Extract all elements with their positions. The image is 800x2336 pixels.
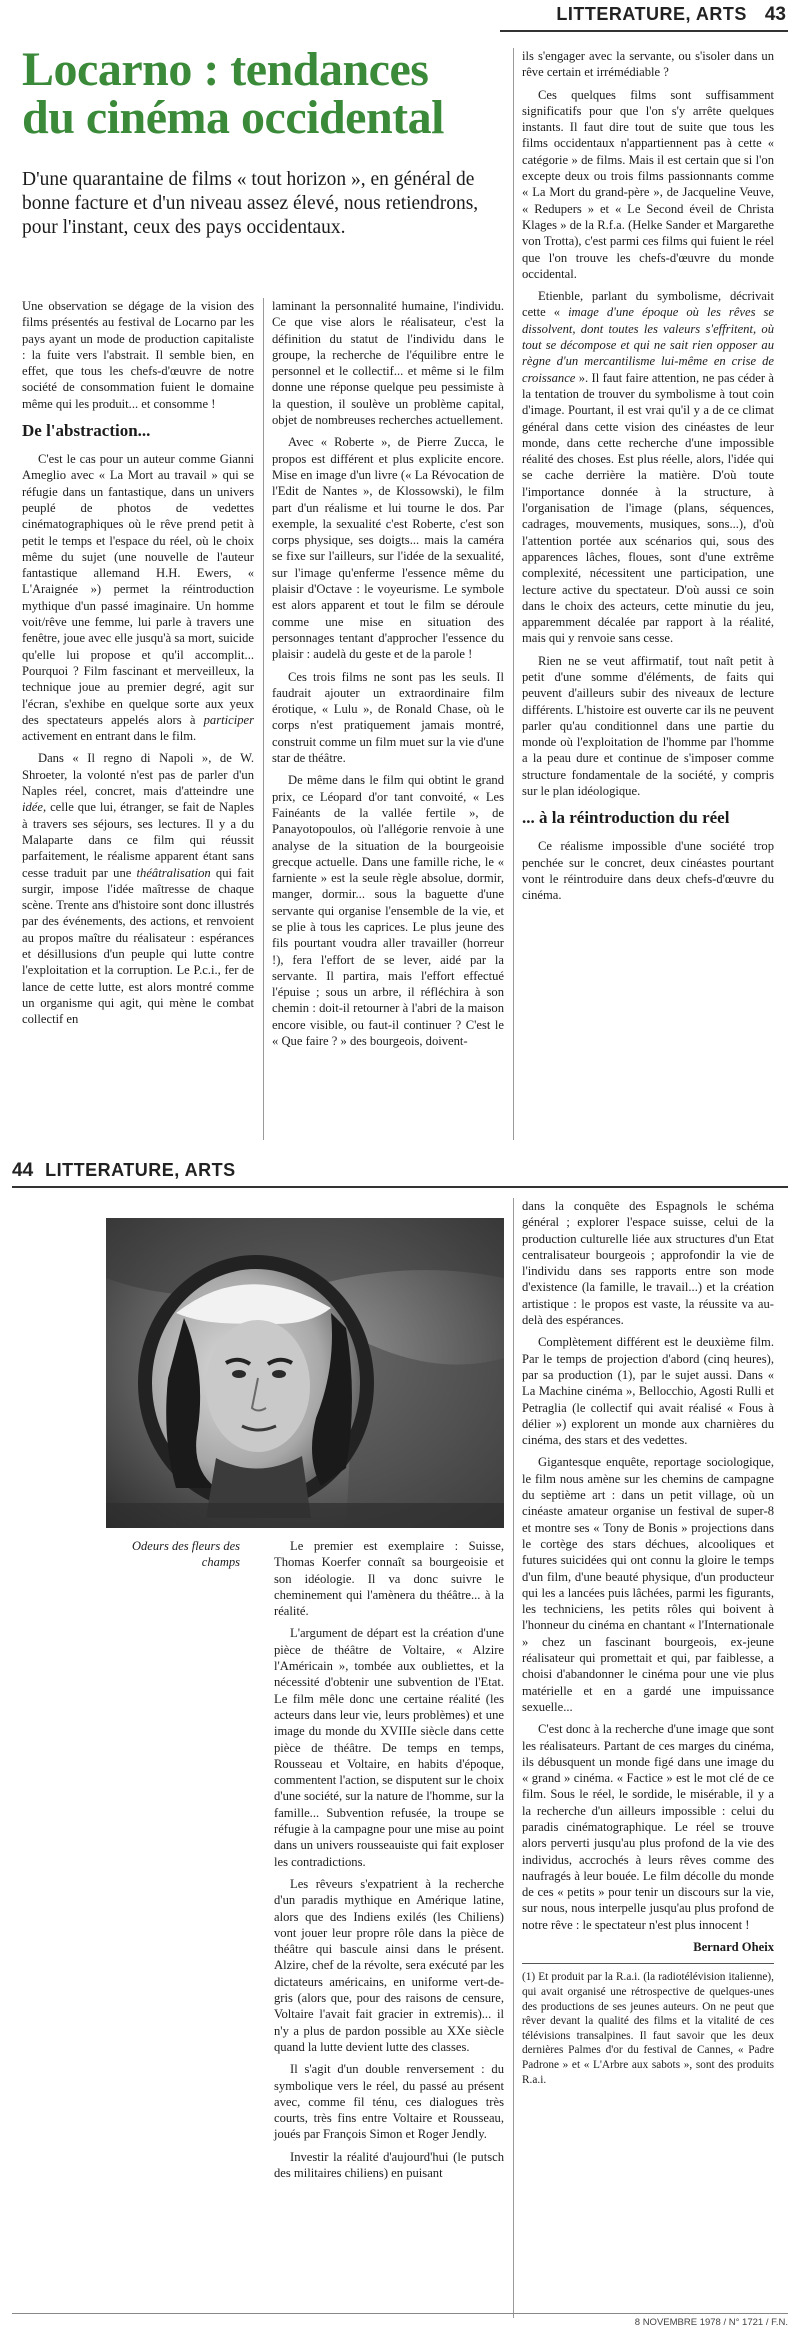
article-title: Locarno : tendances du cinéma occidental — [22, 43, 444, 144]
footnote: (1) Et produit par la R.a.i. (la radiotélévision italienne), qui avait organisé une rétrospective de quelques-unes des productions de ses jeunes auteurs. On ne peut que rêver devant la qualité des films et la vitalité de ces télévisions transalpines. Il faut savoir que les deux dernières Palmes d'or du festival de Cannes, « Padre Padrone » et « L'Arbre aux sabots », sont des produits R.a.i. — [522, 1971, 774, 2086]
paragraph — [22, 750, 254, 1027]
column-3 — [522, 48, 774, 1138]
column-2 — [522, 1198, 774, 2328]
column-2 — [272, 298, 504, 1148]
paragraph: Il s'agit d'un double renversement : du symbolique vers le réel, du passé au présent avec, comme fil ténu, ces dialogues très courts, très fins entre Voltaire et Rousseau, joués par François Simon et Roger Jendly. — [274, 2062, 504, 2142]
page-44 — [0, 1152, 800, 2336]
folio-rule — [12, 2313, 788, 2314]
photo-caption: Odeurs des fleurs des champs — [132, 1539, 240, 1569]
section-title: LITTERATURE, ARTS — [556, 4, 747, 24]
footnote-rule — [522, 1963, 774, 1964]
text-run: activement en entrant dans le film. — [22, 729, 197, 744]
paragraph: De même dans le film qui obtint le grand prix, ce Léopard d'or tant convoité, « Les Fainéants de la vallée fertile », de Panayotopoulos, où l'allégorie renvoie à une analyse de la situation de la bourgeoisie grecque actuelle. Dans une famille riche, le « farniente » est la seule règle absolue, dormir, manger, dormir... sous la baguette d'une servante qui organise l'ensemble de la vie, et se plie à tous les caprices. Le plus jeune des fils pourtant voudra aller travailler (horreur !), fera l'effort de se lever, aidé par la servante. Il partira, mais l'effort effectué l'épuise ; sous un arbre, il réfléchira à son chemin : doit-il retourner à l'abri de la maison encore visible, ou faut-il continuer ? C'est le « Que faire ? » des bourgeois, doivent- — [272, 773, 504, 1049]
paragraph: dans la conquête des Espagnols le schéma général ; explorer l'espace suisse, celui de la production culturelle liée aux structures d'un Etat centralisateur bourgeois ; approfondir la vie de l'individu dans ses rapports entre son mode d'existence (la famille, le travail...) et la création artistique : le propos est vaste, la réussite va au-delà des espérances. — [522, 1199, 774, 1328]
film-still-image — [106, 1218, 504, 1528]
paragraph: ils s'engager avec la servante, ou s'isoler dans un rêve certain et irrémédiable ? — [522, 49, 774, 80]
emphasis: théâtralisation — [136, 865, 211, 880]
text-run: ». Il faut faire attention, ne pas céder à la tentation de trouver du symbolisme à tout coin d'image. Pourtant, il est vrai qu'il y a de ce climat général dans cette vision des cinéastes de leur monde, dans cette recherche d'une impossible réalité des choses. Est plus réelle, alors, l'idée qui se cache derrière la matière. D'où toute l'importance donnée à la structure, à l'organisation de l'image (plans, séquences, cadrages, mouvements, musiques, sons...), d'où l'attention portée aux scénarios qui, sous des apparences lâches, floues, sont d'une extrême complexité, nécessitent une participation, une lecture active du spectateur. D'où aussi ce soin dans le choix des acteurs, cette minutie du jeu, apparemment décalée par rapport à la réalité, mais qui y renvoie sans cesse. — [522, 370, 774, 646]
page-43 — [0, 0, 800, 1152]
column-divider — [513, 48, 514, 1140]
film-still-photo — [106, 1218, 504, 1528]
column-divider — [263, 298, 264, 1140]
section-heading: De l'abstraction... — [22, 421, 151, 441]
paragraph: Complètement différent est le deuxième film. Par le temps de projection d'abord (cinq heures), par sa production (1), par le sujet aussi. Dans « La Machine cinéma », Bellocchio, Agosti Rulli et Petraglia (le collectif qui avait réalisé « Fous à délier ») explorent un monde aux charnières du cinéma, des stars et des vedettes. — [522, 1335, 774, 1448]
paragraph: Ces trois films ne sont pas les seuls. Il faudrait ajouter un extraordinaire film érotique, « Lulu », de Ronald Chase, où le corps n'est pratiquement jamais montré, construit comme un film muet sur la vie d'une star de théâtre. — [272, 669, 504, 766]
paragraph: Avec « Roberte », de Pierre Zucca, le propos est différent et plus explicite encore. Mise en image d'un livre (« La Révocation de l'Edit de Nantes », de Klossowski), le film part d'un réalisme et lui tourne le dos. Par exemple, la sexualité c'est Roberte, c'est son corps physique, ses doigts... mais la caméra se fixe sur l'ailleurs, sur l'idée de la sexualité, sur l'image qu'enferme l'essence même du plaisir d'Octave : le voyeurisme. Le symbole est alors apparent et tout le film se déroule comme une mise en situation des personnages tentant d'approcher l'essence du plaisir : audelà du geste et de la parole ! — [272, 435, 504, 662]
paragraph: Le premier est exemplaire : Suisse, Thomas Koerfer connaît sa bourgeoisie et son idéologie. Il va donc suivre le cheminement qui l'amènera du théâtre... à la réalité. — [274, 1539, 504, 1619]
article-lead: D'une quarantaine de films « tout horizon », en général de bonne facture et d'un niveau assez élevé, nous retiendrons, pour l'instant, ceux des pays occidentaux. — [22, 169, 479, 238]
page-header — [12, 1160, 236, 1182]
paragraph — [522, 288, 774, 647]
column-1 — [274, 1538, 504, 2328]
author-signature: Bernard Oheix — [693, 1940, 774, 1955]
header-rule — [12, 1186, 788, 1188]
text-run: , celle que lui, étranger, se fait de Naples à travers ses séjours, ses lectures. Il y a du Malaparte dans ce film qui réussit parfaitement, le réalisme apparent étant sans cesse traduit par une — [22, 800, 254, 880]
paragraph: Investir la réalité d'aujourd'hui (le putsch des militaires chiliens) en puisant — [274, 2149, 504, 2180]
text-run: Etienble, parlant du symbolisme, décrivait cette « — [522, 289, 774, 320]
intro-paragraph: Une observation se dégage de la vision des films présentés au festival de Locarno par les pays ayant un mode de production capitaliste : la fuite vers l'abstrait. Il semble bien, en effet, que tous les chefs-d'œuvre de notre société de consommation fuient le domaine même qui les produit... et consomme ! — [22, 299, 254, 411]
page-number: 43 — [764, 4, 786, 25]
text-run: Dans « Il regno di Napoli », de W. Shroeter, la volonté n'est pas de parler d'un Naples réel, concret, mais d'atteindre une — [22, 751, 254, 799]
paragraph: L'argument de départ est la création d'une pièce de théâtre de Voltaire, « Alzire l'Américain », tombée aux oubliettes, et la nécessité d'obtenir une subvention de l'Etat. Le film mêle donc une certaine réalité (les acteurs dans leur vie, leurs problèmes) et une image du monde du XVIIIe siècle dans cette pièce de théâtre. De temps en temps, Rousseau et Voltaire, en habits d'époque, commentent l'action, se disputent sur le choix d'une société, sur la nature de l'homme, sur la famille... Subvention refusée, la troupe se réfugie à la campagne pour une mise au point dans un univers rousseauiste qui fait exploser les contradictions. — [274, 1626, 504, 1869]
column-divider — [513, 1198, 514, 2318]
emphasis: participer — [203, 712, 254, 727]
article-title-block — [22, 43, 484, 240]
quotation: image d'une époque où les rêves se dissolvent, dont toutes les valeurs s'effritent, où tout se décompose et qui ne sait rien opposer au règne d'un mercantilisme lui-même en crise de croissance — [522, 305, 774, 385]
emphasis: idée — [22, 800, 43, 815]
paragraph: Ces quelques films sont suffisamment significatifs pour que l'on s'y arrête quelques instants. Il faut dire tout de suite que tous les films occidentaux n'appartiennent pas à cette « catégorie » de films. Mais il est certain que si l'on excepte deux ou trois films passionnants comme « La Mort du grand-père », de Jacqueline Veuve, « Redupers » et « Le Second éveil de Christa Klages » de la R.f.a. (Helke Sander et Margarethe von Trotta), c'est parmi ces films qui fuient le réel que l'on trouve les chefs-d'œuvre du monde occidental. — [522, 87, 774, 281]
section-heading: ... à la réintroduction du réel — [522, 808, 730, 828]
paragraph: Gigantesque enquête, reportage sociologique, le film nous amène sur les chemins de campagne du septième art : dans un petit village, où un cinéaste amateur organise un festival de super-8 et montre ses « Tony de Bonis » projections dans le cortège des stars déchues, alcooliques et futures suicidées qui ont connu la gloire le temps d'un film, d'une beauté physique, d'un producteur qui les a lancées puis lâchées, parmi les figurants, les techniciens, les petits rôles qui boivent à l'honneur du cinéma en chantant « l'Internationale » chez un fascinant bourgeois, ex-jeune réalisateur qui promettait et qui, par faiblesse, a choisi d'abandonner le cinéma pour une vie plus matérielle et en a gardé une impuissance sexuelle... — [522, 1455, 774, 1714]
header-rule — [500, 30, 788, 32]
paragraph: Rien ne se veut affirmatif, tout naît petit à petit d'une somme d'éléments, de faits qui peuvent d'ailleurs subir des niveaux de lecture différents. L'histoire est ouverte car ils ne peuvent parler qu'au conditionnel dans une partie du monde où l'exploitation de l'homme par l'homme a la peau dure et continue de s'imposer comme structure fondamentale de la société, y compris sur le plan idéologique. — [522, 653, 774, 799]
page-header — [556, 4, 786, 26]
paragraph — [22, 451, 254, 744]
paragraph: laminant la personnalité humaine, l'individu. Ce que vise alors le réalisateur, c'est la définition du statut de l'individu dans le groupe, la recherche de l'équilibre entre le personnel et le collectif... et même si le film donne une réponse quelque peu pessimiste à la question, il soulève un problème capital, objet de nombreuses recherches actuellement. — [272, 299, 504, 428]
text-run: C'est le cas pour un auteur comme Gianni Ameglio avec « La Mort au travail » qui se réfugie dans un fantastique, dans un univers peuplé de photos de vedettes cinématographiques où le rêve prend petit à petit le temps et l'espace du réel, où le choix même du sujet (une nouvelle de l'auteur fantastique allemand H.H. Ewers, « L'Araignée ») permet la réintroduction mythique d'un passé imaginaire. Un homme voit/rêve une femme, lui parle à travers une fenêtre, joue avec elle jusqu'à sa mort, suicide qu'elle lui propose et qu'il accomplit... Pourquoi ? Film fascinant et merveilleux, la technique joue au premier degré, agit sur l'écran, s'exhibe en quelque sorte aux yeux des spectateurs appelés alors à — [22, 452, 254, 727]
text-run: qui fait surgir, impose l'idée maîtresse de chaque scène. Trente ans d'histoire sont donc illustrés par des événements, des actions, et renvoient au propos maître du réalisateur : espérances et désillusions d'un peuple qui lutte contre l'exploitation et la corruption. Le P.c.i., fer de lance de cette lutte, est alors montré comme un organisme qui agit, qui mène le combat collectif en — [22, 865, 255, 1027]
column-1 — [22, 298, 254, 1148]
paragraph: Les rêveurs s'expatrient à la recherche d'un paradis mythique en Amérique latine, alors que des Indiens exilés (les Chiliens) vont jouer leur propre rôle dans la pièce de théâtre qui bascule ainsi dans le présent. Alzire, chef de la révolte, sera exécuté par les dictateurs américains, en uniforme vert-de-gris (alors que, pour des raisons de censure, Voltaire l'avait fait gracier in extremis)... il n'y a plus de pardon possible au XXe siècle quand la lutte devient lutte des classes. — [274, 1876, 504, 2054]
page-number: 44 — [12, 1160, 34, 1181]
section-title: LITTERATURE, ARTS — [45, 1160, 236, 1180]
issue-folio: 8 NOVEMBRE 1978 / N° 1721 / F.N. — [634, 2317, 788, 2328]
paragraph: C'est donc à la recherche d'une image que sont les réalisateurs. Partant de ces marges du cinéma, ils débusquent un monde figé dans une image du « grand » cinéma. « Factice » est le mot clé de ce film. Sous le réel, le sordide, le misérable, il y a la recherche d'un ailleurs impossible : celui du paradis cinématographique. Le réel se trouve alors perverti jusqu'au plus profond de la vie des individus, accrochés à leurs rêves comme des naufragés à leur bouée. Le film décolle du monde de ces « petits » pour tenir un discours sur la vie, sur nous, nous interpelle jusqu'au plus profond de notre rêve : le spectateur n'est plus innocent ! — [522, 1722, 774, 1932]
paragraph: Ce réalisme impossible d'une société trop penchée sur le concret, deux cinéastes pourtant vont le réintroduire dans deux chefs-d'œuvre du cinéma. — [522, 839, 774, 903]
